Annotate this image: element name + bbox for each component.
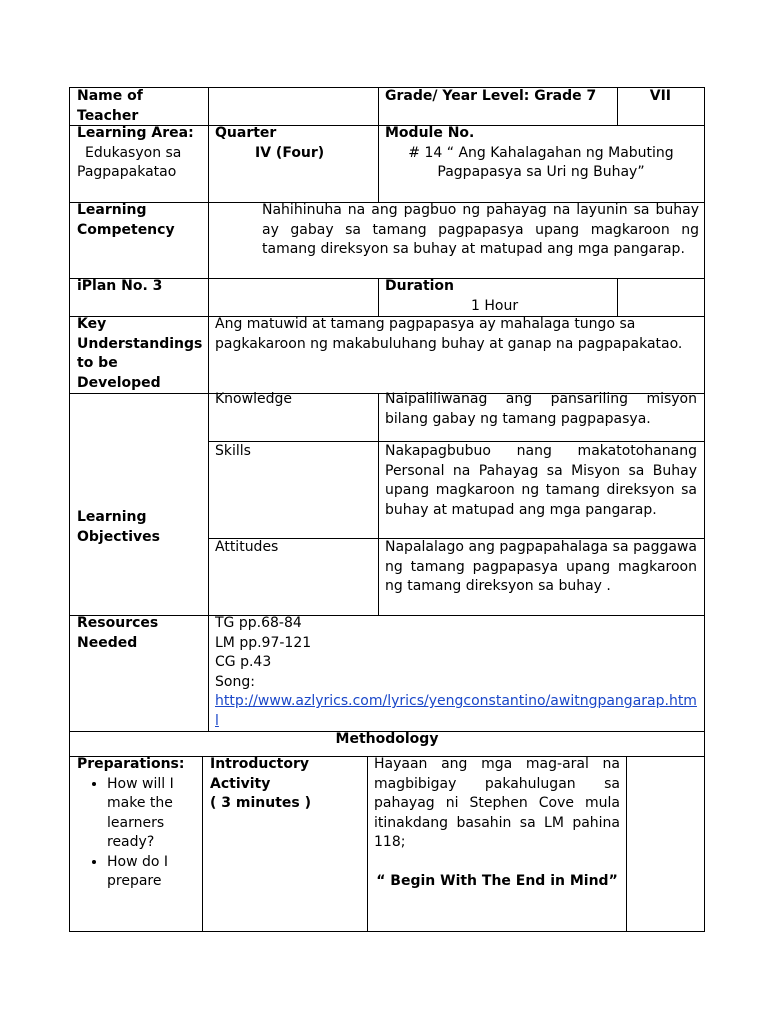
resource-cg: CG p.43 [215, 654, 272, 670]
grade-level-label: Grade/ Year Level: Grade 7 [385, 88, 597, 104]
intro-activity-text: Hayaan ang mga mag-aral na magbibigay pakahulugan sa pahayag ni Stephen Cove mula itinakdang basahin sa LM pahina 118; [374, 756, 620, 850]
list-item: • How will I make the learners ready? [107, 775, 201, 853]
name-of-teacher-label: Name of Teacher [77, 88, 143, 124]
skills-label: Skills [215, 443, 251, 459]
learning-objectives-label: Learning Objectives [77, 509, 160, 545]
skills-text: Nakapagbubuo nang makatotohanang Personal na Pahayag sa Misyon sa Buhay upang magkaroon ng tamang direksyon sa buhay at matupad ang mga pangarap. [385, 443, 697, 518]
learning-competency-label: Learning Competency [77, 202, 175, 238]
grade-level-value: VII [649, 88, 671, 104]
module-cell [385, 124, 701, 183]
attitudes-text: Napalalago ang pagpapahalaga sa paggawa ng tamang pagpapasya upang magkaroon ng tamang direksyon sa buhay . [385, 539, 697, 594]
learning-competency-text: Nahihinuha na ang pagbuo ng pahayag na layunin sa buhay ay gabay sa tamang pagpapasya upang magkaroon ng tamang direksyon sa buhay at matupad ang mga pangarap. [262, 202, 699, 257]
duration-cell [385, 277, 613, 316]
duration-value: 1 Hour [471, 297, 519, 314]
list-item: • How do I prepare [107, 853, 201, 892]
quarter-value: IV (Four) [255, 144, 325, 161]
methodology-title: Methodology [335, 731, 439, 747]
resources-list [215, 614, 699, 731]
quarter-cell [215, 124, 375, 163]
knowledge-text: Naipaliliwanag ang pansariling misyon bilang gabay ng tamang pagpapasya. [385, 391, 697, 427]
preparation-list [77, 775, 201, 892]
intro-activity-time: ( 3 minutes ) [210, 795, 312, 811]
resources-label: Resources Needed [77, 615, 159, 651]
quote-text: “ Begin With The End in Mind” [376, 872, 618, 889]
key-understandings-label: Key Understandings to be Developed [77, 316, 203, 391]
resource-song-label: Song: [215, 673, 255, 690]
subject-line-1: Edukasyon sa [85, 144, 182, 161]
duration-label: Duration [385, 278, 455, 294]
song-link[interactable]: http://www.azlyrics.com/lyrics/yengconstantino/awitngpangarap.html [215, 693, 697, 729]
knowledge-label: Knowledge [215, 391, 292, 407]
intro-activity-cell [210, 755, 362, 814]
module-title: # 14 “ Ang Kahalagahan ng Mabuting Pagpapasya sa Uri ng Buhay” [408, 144, 674, 180]
intro-activity-label: Introductory Activity [210, 756, 310, 792]
subject-line-2: Pagpapakatao [77, 164, 177, 180]
preparations-cell [77, 755, 201, 892]
learning-area-cell [77, 124, 205, 183]
quarter-label: Quarter [215, 125, 277, 141]
learning-area-label: Learning Area: [77, 125, 194, 141]
module-label: Module No. [385, 125, 475, 141]
iplan-label: iPlan No. 3 [77, 278, 163, 294]
resource-tg: TG pp.68-84 [215, 615, 302, 631]
resource-lm: LM pp.97-121 [215, 634, 312, 651]
intro-activity-content [374, 755, 620, 891]
key-understandings-text: Ang matuwid at tamang pagpapasya ay mahalaga tungo sa pagkakaroon ng makabuluhang buhay at ganap na pagpapakatao. [215, 316, 683, 352]
attitudes-label: Attitudes [215, 539, 279, 555]
preparations-label: Preparations: [77, 756, 185, 772]
